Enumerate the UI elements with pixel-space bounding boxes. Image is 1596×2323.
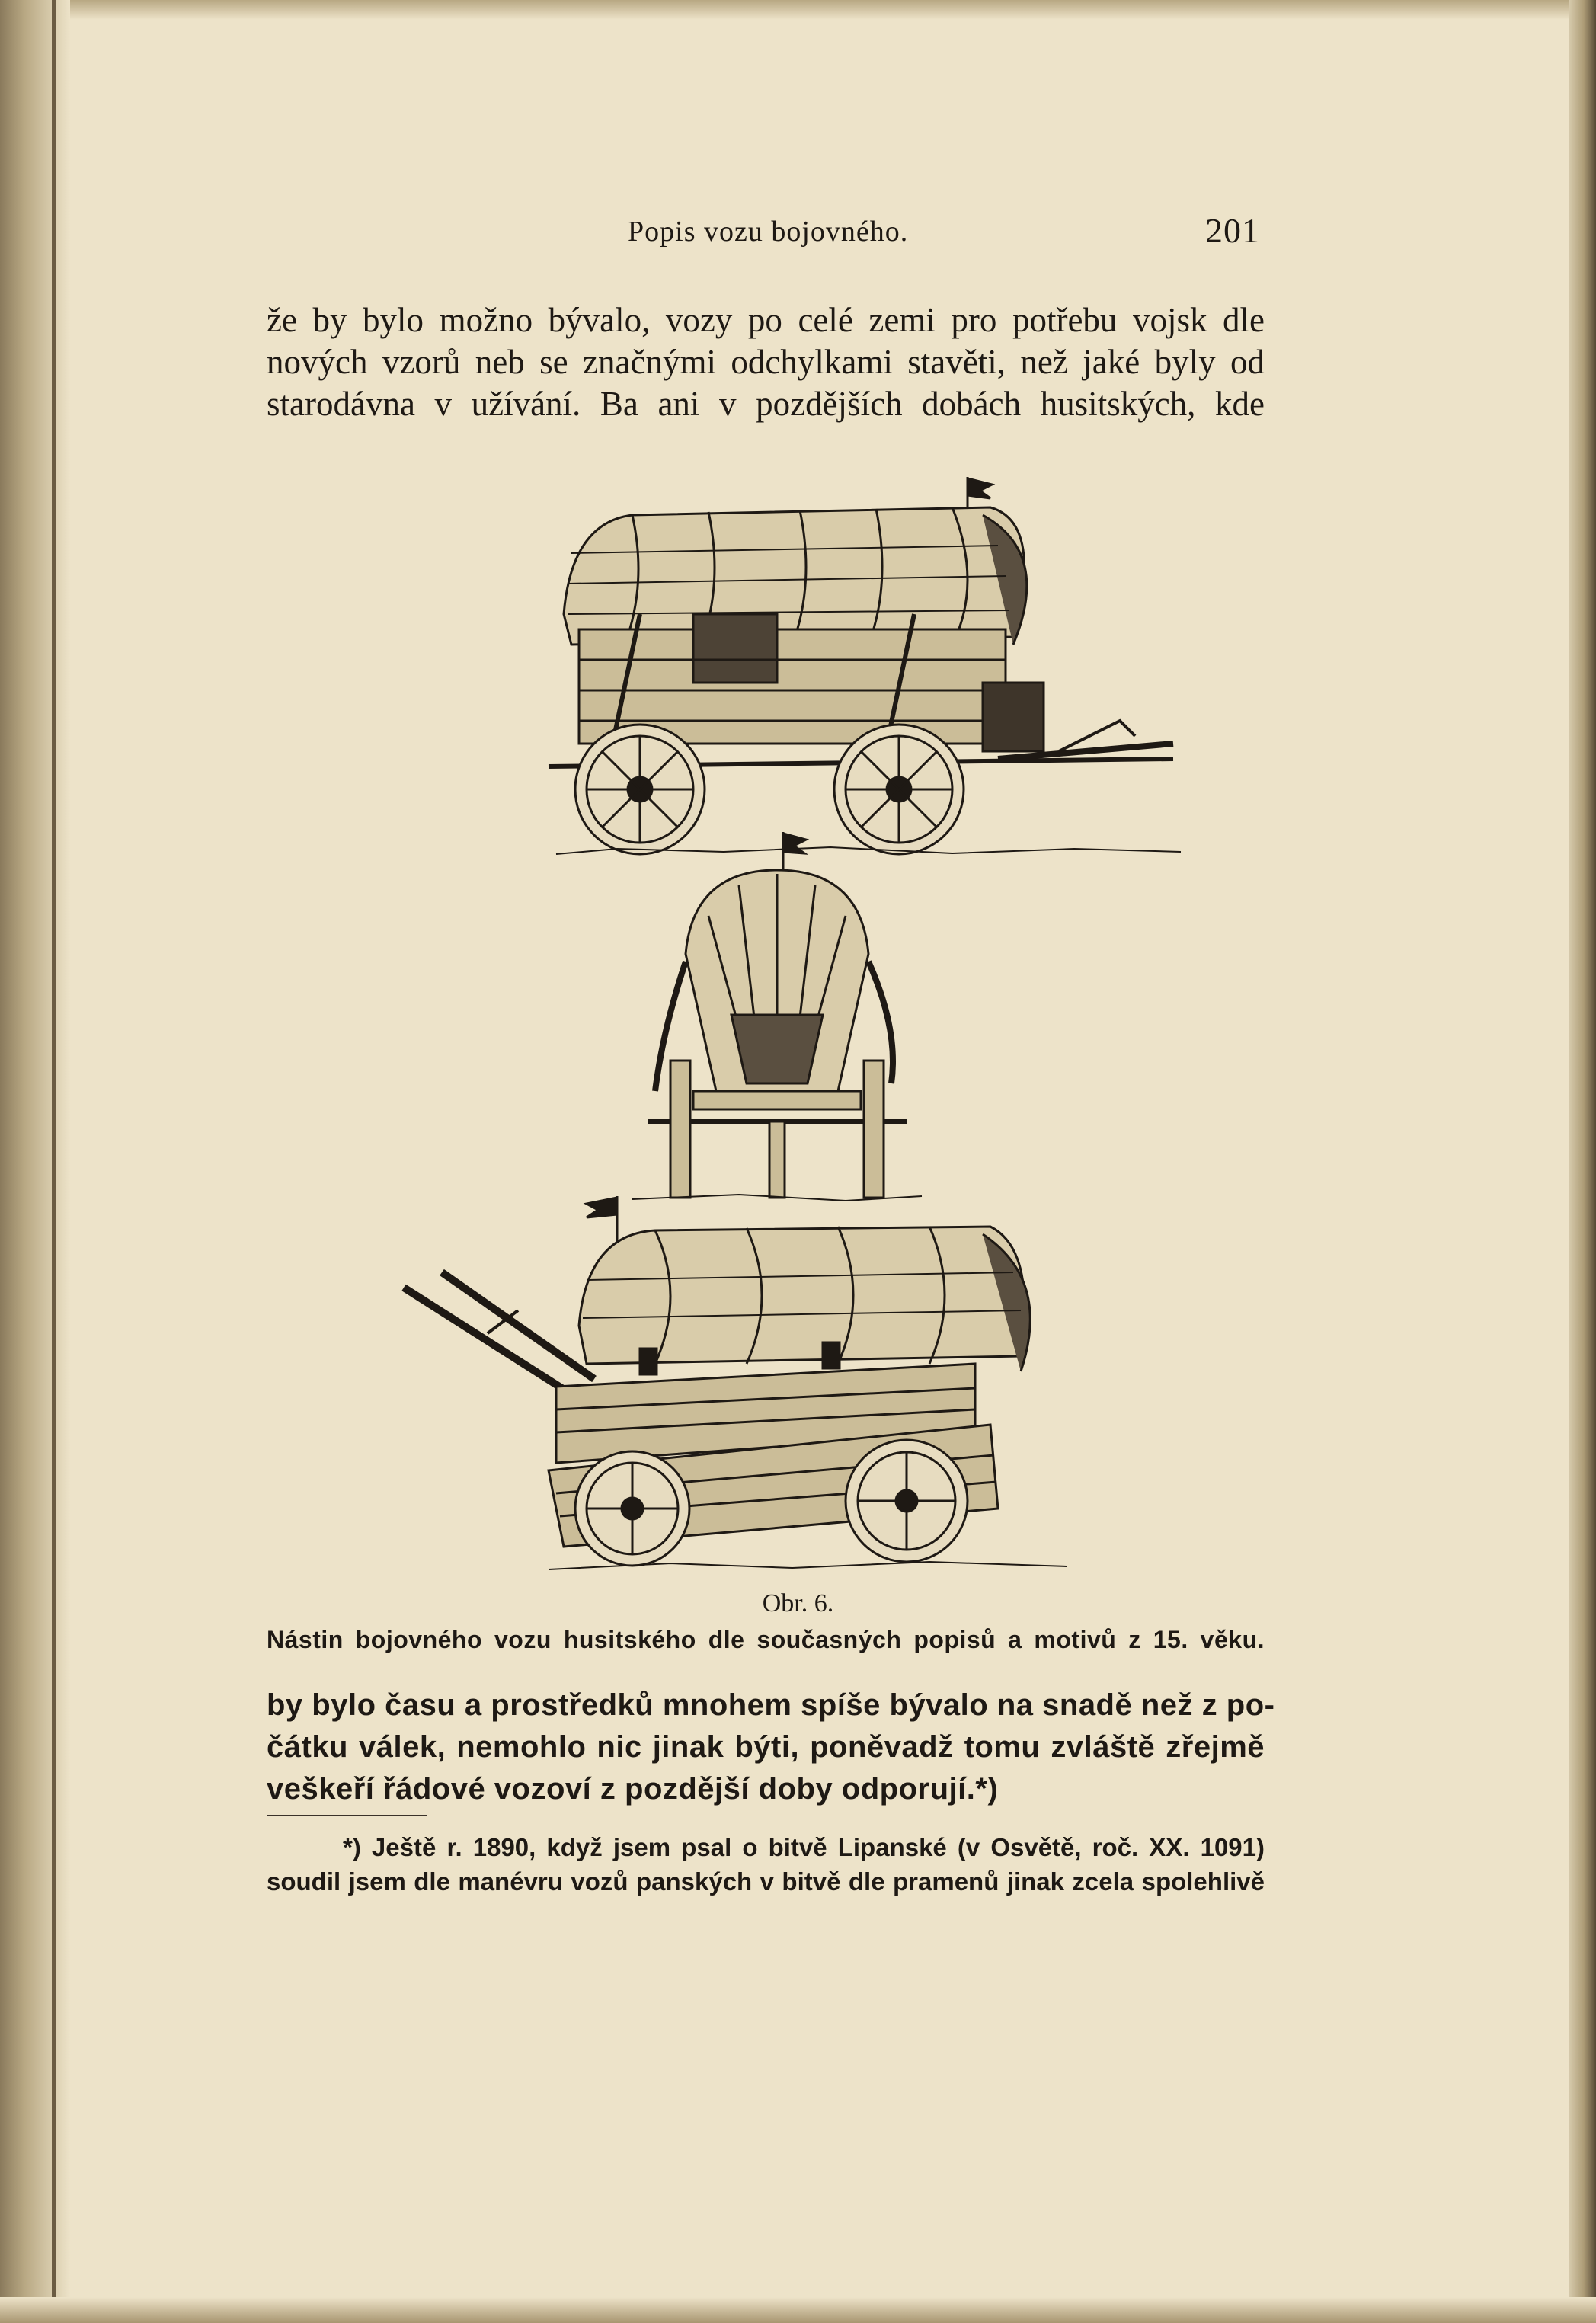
text-line: nových vzorů neb se značnými odchylkami stavěti, než jaké byly od	[267, 343, 1265, 381]
page-right-edge	[1569, 0, 1596, 2323]
wagon-rear-view-illustration	[617, 832, 937, 1205]
text-line: že by bylo možno bývalo, vozy po celé zemi pro potřebu vojsk dle	[267, 301, 1265, 339]
figure-caption: Nástin bojovného vozu husitského dle současných popisů a motivů z 15. věku.	[267, 1626, 1265, 1653]
scan-top-edge	[0, 0, 1596, 20]
book-gutter	[0, 0, 70, 2323]
footnote-line: soudil jsem dle manévru vozů panských v bitvě dle pramenů jinak zcela spolehlivě	[267, 1867, 1265, 1896]
running-title: Popis vozu bojovného.	[628, 216, 909, 248]
text-line: starodávna v užívání. Ba ani v pozdějších dobách husitských, kde	[267, 385, 1265, 423]
footnote-divider	[267, 1815, 427, 1816]
text-line: by bylo času a prostředků mnohem spíše bývalo na snadě než z po-	[267, 1688, 1275, 1722]
scan-bottom-edge	[0, 2297, 1596, 2323]
paragraph-bottom	[267, 1685, 1275, 1810]
wagon-front-view-illustration	[396, 1189, 1097, 1577]
footnote-line: *) Ještě r. 1890, když jsem psal o bitvě Lipanské (v Osvětě, roč. XX. 1091)	[343, 1833, 1265, 1861]
paragraph-top	[267, 299, 1265, 425]
gutter-shadow-line	[52, 0, 56, 2323]
page-number: 201	[1205, 211, 1260, 250]
text-line: čátku válek, nemohlo nic jinak býti, poněvadž tomu zvláště zřejmě	[267, 1730, 1265, 1764]
wagon-side-view-illustration	[526, 462, 1196, 866]
footnote	[267, 1830, 1265, 1899]
text-line: veškeří řádové vozoví z pozdější doby odporují.*)	[267, 1772, 999, 1806]
figure-label: Obr. 6.	[762, 1589, 834, 1617]
